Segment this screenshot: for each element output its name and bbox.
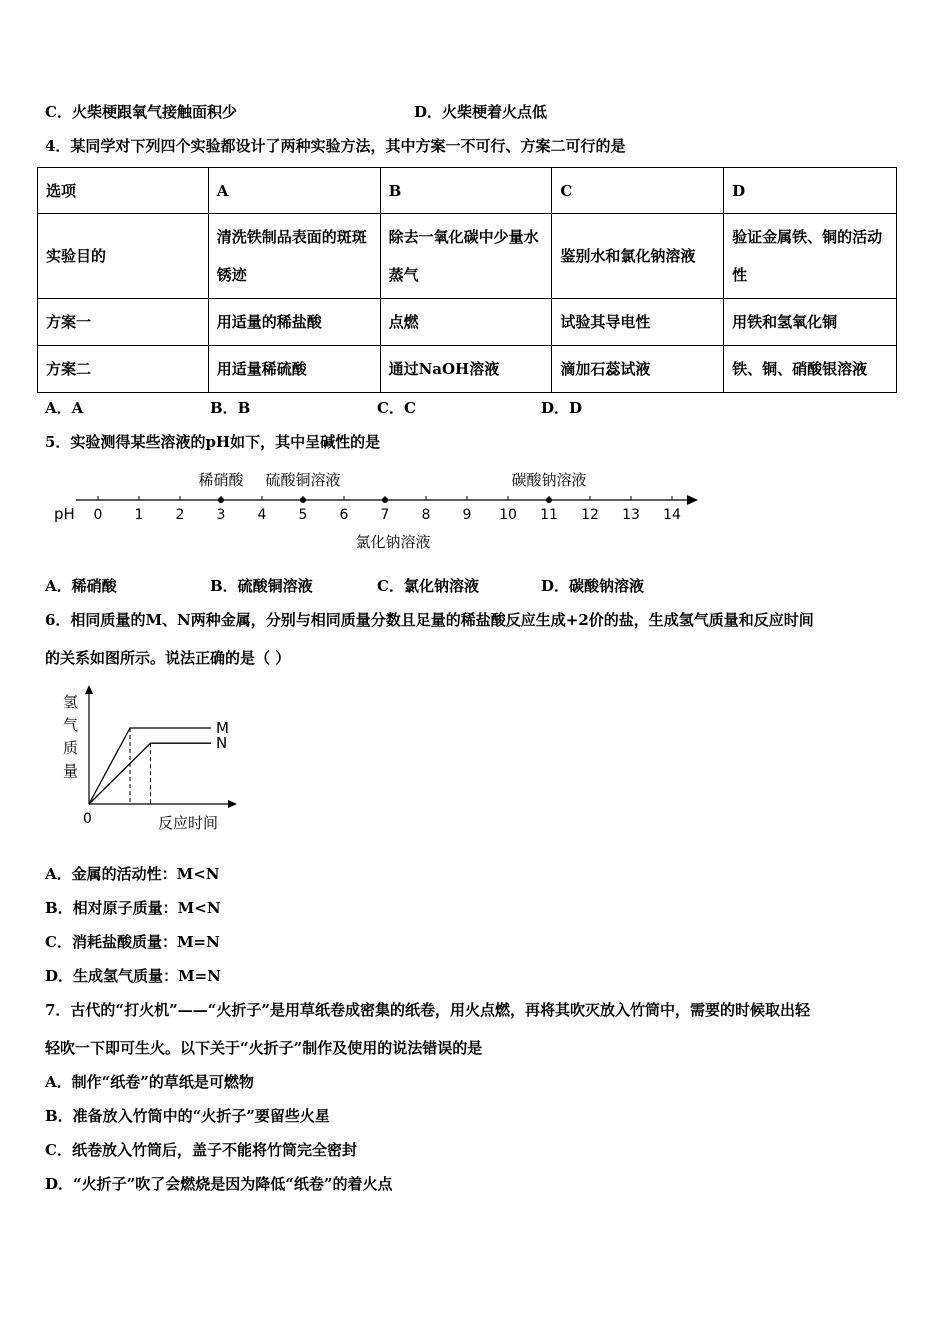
ph-tick-label: 14	[663, 507, 681, 523]
q6-option-a[interactable]: A．金属的活动性：M<N	[45, 865, 220, 883]
ph-tick-label: 8	[421, 507, 431, 523]
table-row	[38, 299, 897, 346]
ph-tick-label: 13	[622, 507, 640, 523]
table-cell: 用铁和氢氧化铜	[724, 299, 897, 346]
ph-point-label: 氯化钠溶液	[355, 533, 431, 551]
ph-axis-arrow	[687, 495, 698, 505]
q6-stem-line1: 6．相同质量的M、N两种金属，分别与相同质量分数且足量的稀盐酸反应生成+2价的盐，生成氢气质量和反应时间	[45, 611, 814, 629]
ph-tick-label: 9	[462, 507, 472, 523]
q5-option-c[interactable]: C．氯化钠溶液	[377, 577, 479, 595]
y-label-char: 质	[63, 739, 79, 757]
q4-option-b[interactable]: B．B	[210, 399, 251, 417]
table-row	[38, 214, 897, 299]
table-cell: 除去一氧化碳中少量水蒸气	[380, 214, 552, 299]
q5-stem: 5．实验测得某些溶液的pH如下，其中呈碱性的是	[45, 433, 381, 451]
q7-option-a[interactable]: A．制作“纸卷”的草纸是可燃物	[45, 1073, 254, 1091]
ph-tick-label: 7	[380, 507, 390, 523]
ph-point-label: 硫酸铜溶液	[265, 471, 341, 489]
ph-tick-label: 2	[175, 507, 185, 523]
table-cell: 用适量的稀盐酸	[208, 299, 380, 346]
y-label-char: 量	[63, 762, 79, 780]
q4-option-d[interactable]: D．D	[541, 399, 583, 417]
ph-tick-label: 12	[581, 507, 599, 523]
ph-tick-label: 6	[339, 507, 349, 523]
table-cell: 试验其导电性	[552, 299, 724, 346]
table-cell: C	[552, 168, 724, 214]
table-cell: 清洗铁制品表面的斑斑锈迹	[208, 214, 380, 299]
q7-option-d[interactable]: D．“火折子”吹了会燃烧是因为降低“纸卷”的着火点	[45, 1175, 393, 1193]
y-label-char: 气	[63, 716, 79, 734]
y-axis-arrow	[85, 685, 93, 694]
ph-tick-label: 3	[216, 507, 226, 523]
ph-tick-label: 11	[540, 507, 558, 523]
table-cell: 滴加石蕊试液	[552, 346, 724, 393]
q6-option-b[interactable]: B．相对原子质量：M<N	[45, 899, 221, 917]
table-cell: 方案二	[38, 346, 209, 393]
ph-tick-label: 10	[499, 507, 517, 523]
q6-option-c[interactable]: C．消耗盐酸质量：M=N	[45, 933, 220, 951]
table-cell: 选项	[38, 168, 209, 214]
q6-option-d[interactable]: D．生成氢气质量：M=N	[45, 967, 221, 985]
q3-option-c: C．火柴梗跟氧气接触面积少	[45, 103, 237, 121]
table-cell: 验证金属铁、铜的活动性	[724, 214, 897, 299]
q4-option-c[interactable]: C．C	[377, 399, 416, 417]
ph-tick-label: 4	[257, 507, 267, 523]
ph-point	[546, 497, 552, 503]
q4-option-a[interactable]: A．A	[45, 399, 84, 417]
ph-tick-label: 5	[298, 507, 308, 523]
ph-point-label: 碳酸钠溶液	[511, 471, 587, 489]
table-cell: A	[208, 168, 380, 214]
ph-axis-label: pH	[54, 505, 75, 523]
q7-stem-line2: 轻吹一下即可生火。以下关于“火折子”制作及使用的说法错误的是	[45, 1039, 483, 1057]
ph-point	[300, 497, 306, 503]
q5-option-d[interactable]: D．碳酸钠溶液	[541, 577, 645, 595]
ph-tick-label: 0	[93, 507, 103, 523]
ph-tick-label: 1	[134, 507, 144, 523]
table-cell: 铁、铜、硝酸银溶液	[724, 346, 897, 393]
series-label-n: N	[216, 734, 228, 753]
table-cell: B	[380, 168, 552, 214]
x-axis-label: 反应时间	[158, 814, 219, 832]
hydrogen-mass-graph	[55, 680, 255, 840]
series-label-m: M	[216, 719, 229, 737]
origin-label: 0	[83, 811, 92, 827]
table-cell: 鉴别水和氯化钠溶液	[552, 214, 724, 299]
table-cell: 通过NaOH溶液	[380, 346, 552, 393]
q5-option-b[interactable]: B．硫酸铜溶液	[210, 577, 313, 595]
table-cell: 用适量稀硫酸	[208, 346, 380, 393]
q7-stem-line1: 7．古代的“打火机”——“火折子”是用草纸卷成密集的纸卷，用火点燃，再将其吹灭放入竹筒中，需要的时候取出轻	[45, 1001, 810, 1019]
q7-option-b[interactable]: B．准备放入竹筒中的“火折子”要留些火星	[45, 1107, 330, 1125]
ph-point	[382, 497, 388, 503]
table-cell: 实验目的	[38, 214, 209, 299]
q5-option-a[interactable]: A．稀硝酸	[45, 577, 117, 595]
table-cell: 点燃	[380, 299, 552, 346]
q4-stem: 4．某同学对下列四个实验都设计了两种实验方法，其中方案一不可行、方案二可行的是	[45, 137, 626, 155]
table-cell: 方案一	[38, 299, 209, 346]
table-row	[38, 168, 897, 214]
q3-option-d: D．火柴梗着火点低	[414, 103, 548, 121]
table-row	[38, 346, 897, 393]
y-label-char: 氢	[63, 693, 79, 711]
q4-table	[37, 167, 897, 393]
ph-scale-figure	[40, 460, 720, 560]
table-cell: D	[724, 168, 897, 214]
q7-option-c[interactable]: C．纸卷放入竹筒后，盖子不能将竹筒完全密封	[45, 1141, 357, 1159]
x-axis-arrow	[228, 800, 237, 808]
q6-stem-line2: 的关系如图所示。说法正确的是（ ）	[45, 649, 291, 667]
ph-point-label: 稀硝酸	[198, 471, 244, 489]
ph-point	[218, 497, 224, 503]
